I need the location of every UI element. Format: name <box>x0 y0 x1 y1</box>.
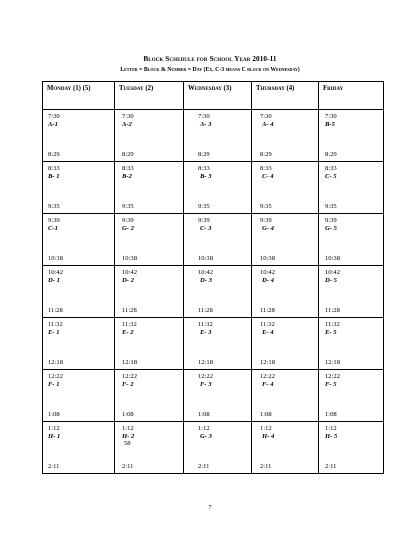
block-code: B-2 <box>122 172 132 180</box>
end-time: 9:35 <box>198 203 210 211</box>
block-code: C-1 <box>48 224 58 232</box>
end-time: 11:28 <box>198 307 213 315</box>
day-header-tuesday: Tuesday (2) <box>115 82 184 110</box>
block-code: D- 1 <box>48 276 60 284</box>
end-time: 12:18 <box>325 359 341 367</box>
block-code: D- 4 <box>262 276 274 284</box>
block-code: C- 4 <box>262 172 274 180</box>
start-time: 1:12 <box>198 425 210 432</box>
cell-top <box>252 373 318 388</box>
schedule-cell <box>319 110 384 162</box>
block-code: H- 5 <box>325 432 338 440</box>
start-time: 1:12 <box>260 425 272 432</box>
start-time: 9:39 <box>325 217 337 224</box>
schedule-cell <box>43 266 115 318</box>
block-code: B- 1 <box>48 172 60 180</box>
cell-top <box>184 113 251 128</box>
cell-top <box>252 269 318 284</box>
schedule-cell <box>252 318 319 370</box>
start-time: 1:12 <box>48 425 60 432</box>
start-time: 10:42 <box>325 269 341 276</box>
block-code: B- 3 <box>200 172 212 180</box>
schedule-cell <box>252 162 319 214</box>
cell-top <box>43 321 114 336</box>
schedule-cell <box>43 318 115 370</box>
block-code: G- 3 <box>200 432 212 440</box>
block-code: A- 3 <box>200 120 212 128</box>
block-code: D- 5 <box>325 276 337 284</box>
table-row <box>43 110 384 162</box>
start-time: 8:33 <box>325 165 337 172</box>
start-time: 11:32 <box>325 321 340 328</box>
start-time: 9:39 <box>122 217 134 224</box>
cell-top <box>252 113 318 128</box>
block-code: G- 4 <box>262 224 274 232</box>
block-schedule-table <box>42 81 384 474</box>
end-time: 10:38 <box>260 255 276 263</box>
start-time: 9:39 <box>48 217 60 224</box>
cell-top <box>184 321 251 336</box>
cell-top <box>252 321 318 336</box>
block-code: H- 1 <box>48 432 61 440</box>
block-code: C- 5 <box>325 172 337 180</box>
end-time: 9:35 <box>48 203 60 211</box>
schedule-cell <box>115 266 184 318</box>
schedule-title: Block Schedule for School Year 2010-11 <box>143 55 277 63</box>
block-code: E- 3 <box>200 328 212 336</box>
block-code: E- 1 <box>48 328 60 336</box>
end-time: 12:18 <box>48 359 64 367</box>
schedule-cell <box>184 162 252 214</box>
schedule-cell <box>319 266 384 318</box>
block-code: B-5 <box>325 120 335 128</box>
block-code: G- 5 <box>325 224 337 232</box>
schedule-cell <box>184 110 252 162</box>
start-time: 8:33 <box>260 165 272 172</box>
end-time: 2:11 <box>260 463 272 471</box>
block-code: A-1 <box>48 120 58 128</box>
table-row <box>43 422 384 474</box>
schedule-subtitle: Letter = Block & Number = Day (Ex. C-3 means C block on Wednesday) <box>120 67 300 73</box>
end-time: 10:38 <box>48 255 64 263</box>
end-time: 8:29 <box>198 151 210 159</box>
schedule-cell <box>184 370 252 422</box>
start-time: 7:30 <box>260 113 272 120</box>
block-code: H- 2 <box>122 432 135 440</box>
schedule-cell <box>252 422 319 474</box>
cell-top <box>184 165 251 180</box>
cell-top <box>252 165 318 180</box>
end-time: 8:29 <box>122 151 134 159</box>
cell-top <box>319 217 383 232</box>
block-code: A-2 <box>122 120 132 128</box>
end-time: 1:08 <box>325 411 337 419</box>
start-time: 11:32 <box>198 321 213 328</box>
schedule-body <box>43 110 384 474</box>
start-time: 8:33 <box>198 165 210 172</box>
block-code: E- 4 <box>262 328 274 336</box>
start-time: 12:22 <box>260 373 276 380</box>
end-time: 2:11 <box>325 463 337 471</box>
extra-note: 58 <box>124 440 131 448</box>
cell-top <box>184 269 251 284</box>
schedule-cell <box>43 162 115 214</box>
block-code: G- 2 <box>122 224 134 232</box>
start-time: 9:39 <box>198 217 210 224</box>
schedule-cell <box>115 422 184 474</box>
schedule-cell <box>319 318 384 370</box>
block-code: H- 4 <box>262 432 275 440</box>
cell-top <box>43 113 114 128</box>
cell-top <box>252 217 318 232</box>
cell-top <box>115 269 183 284</box>
start-time: 7:30 <box>122 113 134 120</box>
schedule-cell <box>115 110 184 162</box>
end-time: 8:29 <box>260 151 272 159</box>
schedule-cell <box>43 422 115 474</box>
cell-top <box>319 269 383 284</box>
end-time: 9:35 <box>122 203 134 211</box>
cell-top <box>115 373 183 388</box>
block-code: F- 1 <box>48 380 60 388</box>
end-time: 2:11 <box>48 463 60 471</box>
start-time: 8:33 <box>122 165 134 172</box>
start-time: 9:39 <box>260 217 272 224</box>
start-time: 10:42 <box>198 269 214 276</box>
start-time: 11:32 <box>260 321 275 328</box>
block-code: F- 2 <box>122 380 134 388</box>
end-time: 8:29 <box>325 151 337 159</box>
block-code: E- 5 <box>325 328 337 336</box>
table-row <box>43 318 384 370</box>
block-code: D- 3 <box>200 276 212 284</box>
end-time: 1:08 <box>48 411 60 419</box>
start-time: 10:42 <box>48 269 64 276</box>
start-time: 11:32 <box>48 321 63 328</box>
start-time: 12:22 <box>48 373 64 380</box>
schedule-cell <box>43 214 115 266</box>
end-time: 12:18 <box>122 359 138 367</box>
day-header-monday: Monday (1) (5) <box>43 82 115 110</box>
end-time: 9:35 <box>260 203 272 211</box>
end-time: 11:28 <box>48 307 63 315</box>
end-time: 10:38 <box>325 255 341 263</box>
cell-top <box>43 373 114 388</box>
start-time: 12:22 <box>198 373 214 380</box>
block-code: C- 3 <box>200 224 212 232</box>
day-header-friday: Friday <box>319 82 384 110</box>
schedule-cell <box>319 214 384 266</box>
start-time: 1:12 <box>122 425 134 432</box>
start-time: 7:30 <box>325 113 337 120</box>
start-time: 7:30 <box>48 113 60 120</box>
table-row <box>43 266 384 318</box>
start-time: 12:22 <box>325 373 341 380</box>
end-time: 11:28 <box>122 307 137 315</box>
schedule-cell <box>319 162 384 214</box>
cell-top <box>43 425 114 440</box>
end-time: 2:11 <box>198 463 210 471</box>
cell-top <box>115 165 183 180</box>
cell-top <box>319 113 383 128</box>
schedule-cell <box>115 370 184 422</box>
block-code: D- 2 <box>122 276 134 284</box>
cell-top <box>115 217 183 232</box>
end-time: 1:08 <box>198 411 210 419</box>
start-time: 11:32 <box>122 321 137 328</box>
cell-top <box>319 321 383 336</box>
end-time: 11:28 <box>325 307 340 315</box>
end-time: 12:18 <box>198 359 214 367</box>
start-time: 8:33 <box>48 165 60 172</box>
end-time: 10:38 <box>198 255 214 263</box>
end-time: 10:38 <box>122 255 138 263</box>
schedule-cell <box>184 266 252 318</box>
start-time: 1:12 <box>325 425 337 432</box>
schedule-cell <box>115 318 184 370</box>
block-code: A- 4 <box>262 120 274 128</box>
day-header-thursday: Thursday (4) <box>252 82 319 110</box>
table-row <box>43 214 384 266</box>
schedule-cell <box>43 110 115 162</box>
schedule-cell <box>319 370 384 422</box>
cell-top <box>319 373 383 388</box>
cell-top <box>319 425 383 440</box>
start-time: 10:42 <box>122 269 138 276</box>
page-number: 7 <box>208 504 212 511</box>
end-time: 1:08 <box>260 411 272 419</box>
schedule-cell <box>184 214 252 266</box>
cell-top <box>115 113 183 128</box>
end-time: 12:18 <box>260 359 276 367</box>
start-time: 10:42 <box>260 269 276 276</box>
block-code: F- 3 <box>200 380 212 388</box>
table-row <box>43 370 384 422</box>
schedule-cell <box>184 422 252 474</box>
cell-top <box>252 425 318 440</box>
end-time: 9:35 <box>325 203 337 211</box>
schedule-cell <box>319 422 384 474</box>
cell-top <box>184 425 251 440</box>
cell-top <box>43 269 114 284</box>
cell-top <box>115 425 183 448</box>
start-time: 12:22 <box>122 373 138 380</box>
cell-top <box>43 165 114 180</box>
cell-top <box>115 321 183 336</box>
block-code: F- 4 <box>262 380 274 388</box>
start-time: 7:30 <box>198 113 210 120</box>
schedule-cell <box>43 370 115 422</box>
schedule-cell <box>252 110 319 162</box>
schedule-cell <box>115 162 184 214</box>
end-time: 1:08 <box>122 411 134 419</box>
schedule-cell <box>184 318 252 370</box>
end-time: 8:29 <box>48 151 60 159</box>
schedule-cell <box>252 214 319 266</box>
cell-top <box>43 217 114 232</box>
header-row <box>43 82 384 110</box>
schedule-cell <box>252 266 319 318</box>
end-time: 2:11 <box>122 463 134 471</box>
schedule-cell <box>252 370 319 422</box>
schedule-cell <box>115 214 184 266</box>
day-header-wednesday: Wednesday (3) <box>184 82 252 110</box>
block-code: F- 5 <box>325 380 337 388</box>
table-row <box>43 162 384 214</box>
block-code: E- 2 <box>122 328 134 336</box>
cell-top <box>184 373 251 388</box>
cell-top <box>319 165 383 180</box>
cell-top <box>184 217 251 232</box>
end-time: 11:28 <box>260 307 275 315</box>
